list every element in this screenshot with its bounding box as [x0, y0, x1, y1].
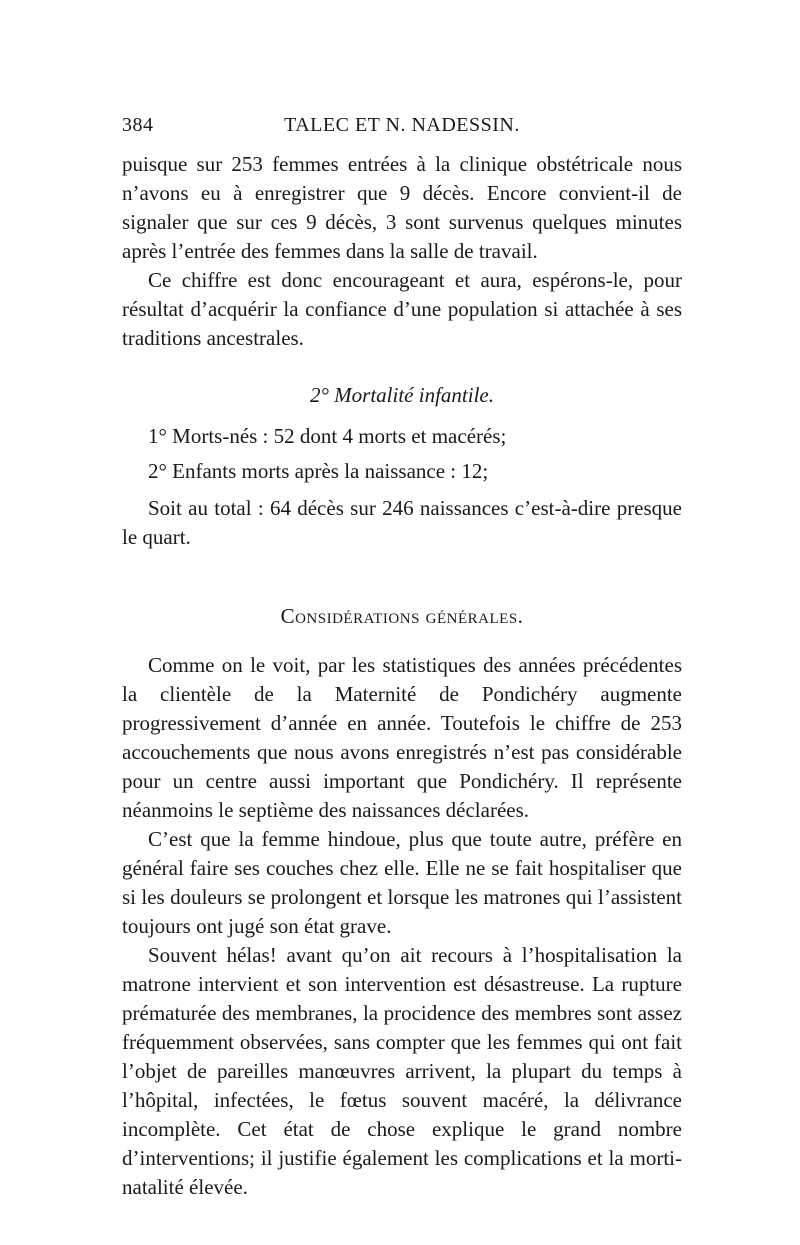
paragraph-total: Soit au total : 64 décès sur 246 naissances c’est-à-dire presque le quart.	[122, 496, 682, 549]
page-number: 384	[122, 114, 154, 136]
body-text	[122, 150, 682, 1202]
list-item-infant-deaths: 2° Enfants morts après la naissance : 12;	[148, 459, 489, 483]
running-title: TALEC ET N. NADESSIN.	[284, 114, 520, 136]
paragraph-1: puisque sur 253 femmes entrées à la clinique obstétricale nous n’avons eu à enregistrer que 9 décès. Encore convient-il de signaler que sur ces 9 décès, 3 sont survenus quelques minutes après l’entrée des femmes dans la salle de travail.	[122, 152, 682, 263]
section-heading-general: Considérations générales.	[280, 604, 524, 628]
paragraph-4: Comme on le voit, par les statistiques des années précédentes la clientèle de la Maternité de Pondichéry augmente progressivement d’année en année. Toutefois le chiffre de 253 accouchements que nous avons enregistrés n’est pas considérable pour un centre aussi important que Pondichéry. Il représente néanmoins le septième des naissances déclarées.	[122, 653, 682, 822]
list-item-stillbirths: 1° Morts-nés : 52 dont 4 morts et macérés;	[148, 424, 507, 448]
paragraph-6: Souvent hélas! avant qu’on ait recours à l’hospitalisation la matrone intervient et son intervention est désastreuse. La rupture prématurée des membranes, la procidence des membres sont assez fréquemment observées, sans compter que les femmes qui ont fait l’objet de pareilles manœuvres arrivent, la plupart du temps à l’hôpital, infectées, le fœtus souvent macéré, la délivrance incomplète. Cet état de chose explique le grand nombre d’interventions; il justifie également les complications et la morti-natalité élevée.	[122, 943, 682, 1199]
paragraph-5: C’est que la femme hindoue, plus que toute autre, préfère en général faire ses couches chez elle. Elle ne se fait hospitaliser que si les douleurs se prolongent et lorsque les matrones qui l’assistent toujours ont jugé son état grave.	[122, 827, 682, 938]
section-heading-infant-mortality: 2° Mortalité infantile.	[310, 383, 494, 407]
paragraph-2: Ce chiffre est donc encourageant et aura, espérons-le, pour résultat d’acquérir la confiance d’une population si attachée à ses traditions ancestrales.	[122, 268, 682, 350]
